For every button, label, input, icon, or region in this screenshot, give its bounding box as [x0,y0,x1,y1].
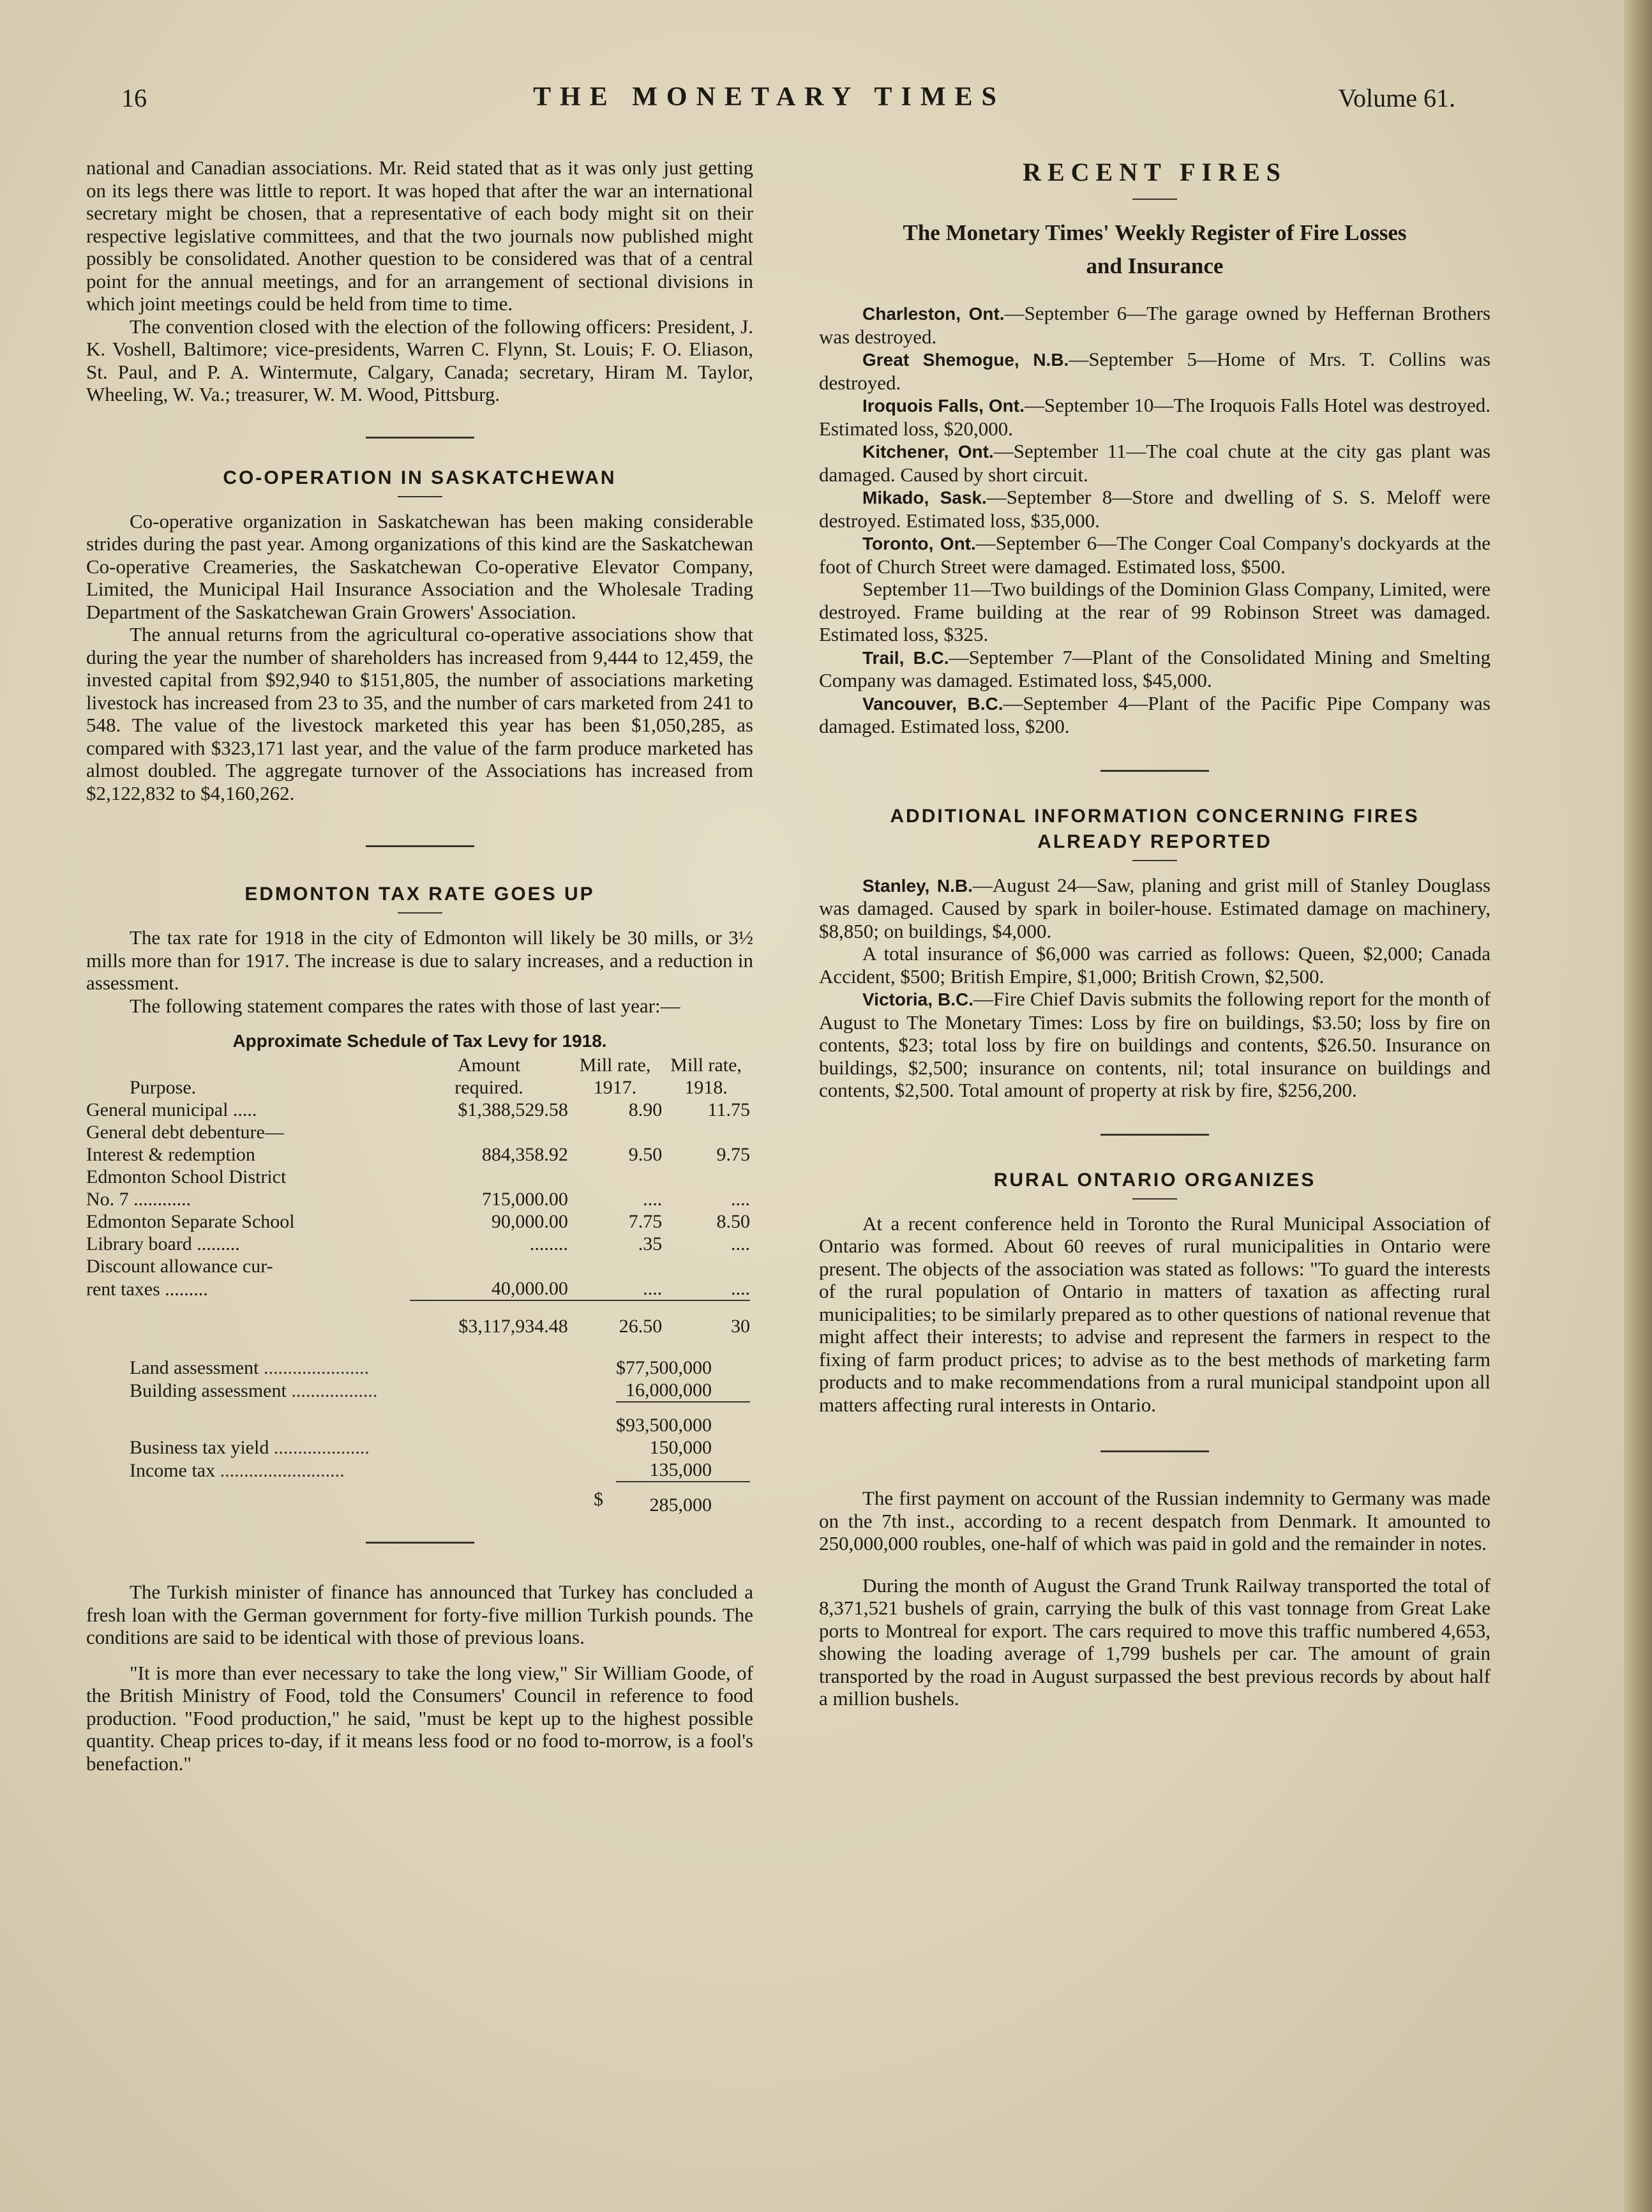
left-column [86,156,753,1775]
row-rate-1917 [568,1255,662,1277]
row-rate-1917 [568,1121,662,1143]
row-label: rent taxes ......... [86,1279,208,1300]
assessment-value: 16,000,000 [626,1380,712,1401]
article-paragraph: The convention closed with the election of the following officers: President, J. K. Voshell, Baltimore; vice-presidents, Warren C. Flynn, St. Louis; F. O. Eliason, St. Paul, and P. A. Wintermute, Calgary, Canada; secretary, Hiram M. Taylor, Wheeling, W. Va.; treasurer, W. M. Wood, Pittsburg. [86,315,753,405]
assessment-label: Land assessment [130,1357,259,1378]
entry-place: Great Shemogue, N.B. [862,350,1069,370]
row-rate-1917: 9.50 [628,1144,663,1165]
article-paragraph: Co-operative organization in Saskatchewan has been making considerable strides during the past year. Among organizations of this kind are the Saskatchewan Co-operative Creameries, the Saskatchewan Co-operative Elevator Company, Limited, the Municipal Hail Insurance Association and the Wholesale Trading Department of the Saskatchewan Grain Growers' Association. [86,509,753,623]
entry-place: Vancouver, B.C. [862,693,1003,714]
entry-place: Toronto, Ont. [862,534,976,553]
section-heading: CO-OPERATION IN SASKATCHEWAN [223,467,617,488]
fire-entry [819,646,1491,692]
entry-place: Stanley, N.B. [862,875,973,896]
row-rate-1918: .... [731,1278,750,1299]
column-header: Mill rate, [670,1055,742,1076]
column-header: Amount [457,1055,521,1076]
row-rate-1917: .... [643,1189,663,1210]
assessment-value: $77,500,000 [616,1357,712,1378]
table-row [86,1166,750,1188]
fire-entry [819,988,1491,1102]
fire-entry [819,440,1491,486]
fire-entry [819,942,1491,988]
row-amount: $1,388,529.58 [458,1099,568,1120]
row-label: General debt debenture— [86,1122,284,1143]
row-amount [410,1166,568,1188]
table-row [86,1188,750,1210]
row-rate-1918: .... [731,1189,750,1210]
total-1917: 26.50 [568,1300,662,1337]
section-heading: EDMONTON TAX RATE GOES UP [244,884,595,905]
additional-entries [819,874,1491,1102]
article-paragraph: At a recent conference held in Toronto the Rural Municipal Association of Ontario was formed. About 60 reeves of rural municipalities in Ontario were present. The objects of the association was stated as follows: "To guard the interests of the rural population of Ontario in matters of taxation as affecting rural municipalities; to be similarly prepared as to other questions of national revenue that might affect their interests; to advise and represent the farmers in respect to the fixing of farm product prices; to advise as to the best methods of marketing farm products and to make recommendations from a rural municipal standpoint upon all matters affecting rural interests in Ontario. [819,1212,1491,1416]
table-row: Business tax yield .................... 150,000 [86,1436,750,1459]
row-rate-1918 [662,1255,750,1277]
row-rate-1918: 9.75 [716,1144,750,1165]
column-header: Mill rate, [579,1055,651,1076]
article-paragraph: The first payment on account of the Russian indemnity to Germany was made on the 7th inst., according to a recent despatch from Denmark. It amounted to 250,000,000 roubles, one-half of which was paid in gold and the remainder in notes. [819,1487,1491,1554]
entry-place: Mikado, Sask. [862,488,987,508]
total-1918: 30 [662,1300,750,1337]
currency-symbol: $ [594,1488,603,1510]
column-header: required. [454,1077,523,1098]
total-amount: $3,117,934.48 [410,1300,568,1337]
table-header-row [86,1076,750,1099]
row-rate-1917: 7.75 [628,1211,663,1232]
assessment-table [86,1357,750,1516]
row-label: Discount allowance cur- [86,1256,273,1277]
section-heading: ALREADY REPORTED [1037,831,1272,852]
fire-entry [819,692,1491,738]
row-rate-1917 [568,1166,662,1188]
article-paragraph: The tax rate for 1918 in the city of Edmonton will likely be 30 mills, or 3½ mills more than for 1917. The increase is due to salary increases, and a reduction in assessment. [86,926,753,994]
row-rate-1917: .... [643,1278,663,1299]
article-paragraph: The following statement compares the rates with those of last year:— [130,994,680,1017]
page-number: 16 [121,84,147,112]
heading-rule [1132,860,1177,861]
table-total-row [86,1402,750,1436]
fire-entry [819,348,1491,394]
table-row [86,1255,750,1277]
page-edge [1624,0,1652,2212]
table-header-row [86,1054,750,1076]
row-label: Edmonton School District [86,1166,287,1187]
table-row [86,1121,750,1143]
entry-text: —September 11—The coal chute at the city gas plant was damaged. Caused by short circuit. [819,440,1491,486]
heading-rule [1132,199,1177,200]
tax-schedule-table [86,1054,750,1337]
page-header [83,83,1455,121]
table-row [86,1233,750,1255]
tax-value: 135,000 [649,1459,712,1480]
entry-text: —September 5—Home of Mrs. T. Collins was destroyed. [819,348,1491,394]
entry-text: —September 7—Plant of the Consolidated Mining and Smelting Company was damaged. Estimated loss, $45,000. [819,645,1491,691]
row-rate-1918: 8.50 [716,1211,750,1232]
entry-text: —September 6—The Conger Coal Company's dockyards at the foot of Church Street were damaged. Estimated loss, $500. [819,532,1491,578]
fires-subtitle: The Monetary Times' Weekly Register of Fire Losses [903,220,1407,245]
entry-text: —September 10—The Iroquois Falls Hotel was destroyed. Estimated loss, $20,000. [819,394,1491,440]
volume-label: Volume 61. [1338,84,1455,112]
entry-text: —Fire Chief Davis submits the following report for the month of August to The Monetary Times: Loss by fire on buildings, $3.50; loss by fire on contents, $23; total loss by fire on buildings and contents, $26.50. Insurance on buildings, $2,500; insurance on contents, nil; total insurance on buildings and contents, $2,500. Total amount of property at risk by fire, $256,200. [819,988,1491,1101]
masthead: THE MONETARY TIMES [533,82,1005,112]
row-rate-1917: 8.90 [628,1099,663,1120]
schedule-title: Approximate Schedule of Tax Levy for 1918. [232,1031,607,1051]
table-total-row [86,1300,750,1337]
section-heading: RURAL ONTARIO ORGANIZES [993,1169,1316,1191]
column-header: 1917. [593,1077,637,1098]
entry-place: Kitchener, Ont. [862,442,994,462]
table-total-row [86,1482,750,1516]
article-paragraph: The annual returns from the agricultural co-operative associations show that during the year the number of shareholders has increased from 9,444 to 12,459, the invested capital from $92,940 to $151,805, the number of associations marketing livestock has increased from 23 to 35, and the number of cars marketed from 241 to 548. The value of the livestock marketed this year has been $1,050,285, as compared with $323,171 last year, and the value of the farm produce marketed has almost doubled. The aggregate turnover of the Associations has increased from $2,122,832 to $4,160,262. [86,623,753,804]
recent-fires-title: RECENT FIRES [1023,158,1287,186]
row-rate-1918: 11.75 [707,1099,750,1120]
fire-entry [819,302,1491,348]
entry-place: Iroquois Falls, Ont. [862,396,1025,416]
fires-subtitle: and Insurance [1086,253,1224,278]
entry-text: —September 4—Plant of the Pacific Pipe Company was damaged. Estimated loss, $200. [819,691,1491,737]
column-header: 1918. [684,1077,728,1098]
table-row: Income tax .......................... 135,000 [86,1459,750,1482]
table-row: Building assessment .................. 16,000,000 [86,1379,750,1402]
row-amount: 884,358.92 [481,1144,568,1165]
article-paragraph: The Turkish minister of finance has announced that Turkey has concluded a fresh loan with the German government for forty-five million Turkish pounds. The conditions are said to be identical with those of previous loans. [86,1581,753,1648]
row-label: No. 7 ............ [86,1189,191,1210]
entry-place: Trail, B.C. [862,647,949,668]
tax-rows [86,1099,750,1300]
fire-entries [819,302,1491,738]
tax-label: Business tax yield [130,1437,269,1458]
row-label: Library board ......... [86,1233,240,1254]
fire-entry [819,394,1491,440]
entry-text: —August 24—Saw, planing and grist mill of Stanley Douglass was damaged. Caused by spark in boiler-house. Estimated damage on machinery, $8,850; on buildings, $4,000. [819,873,1491,942]
heading-rule [398,496,442,497]
assessment-label: Building assessment [130,1380,287,1401]
row-amount [410,1121,568,1143]
row-label: General municipal ..... [86,1099,257,1120]
entry-text: —September 8—Store and dwelling of S. S. Meloff were destroyed. Estimated loss, $35,000. [819,486,1491,532]
table-row [86,1143,750,1166]
table-row [86,1099,750,1121]
article-paragraph: national and Canadian associations. Mr. Reid stated that as it was only just getting on its legs there was little to report. It was hoped that after the war an international secretary might be chosen, that a representative of each body might sit on their respective legislative committees, and that the two journals now published might possibly be consolidated. Another question to be considered was that of a central point for the annual meetings, and for an arrangement of sectional divisions in which joint meetings could be held from time to time. [86,156,753,315]
row-amount: 40,000.00 [491,1278,568,1299]
table-row [86,1277,750,1300]
row-rate-1918: .... [731,1233,750,1254]
fire-entry [819,486,1491,532]
entry-text: —September 6—The garage owned by Heffernan Brothers was destroyed. [819,302,1491,348]
entry-place: Victoria, B.C. [862,989,973,1009]
row-label: Interest & redemption [86,1144,255,1165]
entry-text: September 11—Two buildings of the Dominion Glass Company, Limited, were destroyed. Frame building at the rear of 99 Robinson Street was damaged. Estimated loss, $325. [819,578,1491,645]
column-header: Purpose. [130,1077,197,1098]
table-row: Land assessment ...................... $77,500,000 [86,1357,750,1379]
row-rate-1918 [662,1121,750,1143]
row-amount: ........ [529,1233,568,1254]
assessment-total: $93,500,000 [616,1402,750,1436]
row-rate-1917: .35 [638,1233,663,1254]
right-column [819,156,1491,1710]
article-paragraph: During the month of August the Grand Trunk Railway transported the total of 8,371,521 bushels of grain, carrying the bulk of this vast tonnage from Great Lake ports to Montreal for export. The cars required to move this traffic numbered 4,653, showing the loading average of 1,799 bushels per car. The amount of grain transported by the road in August surpassed the best previous records by about half a million bushels. [819,1574,1491,1710]
tax-label: Income tax [130,1459,216,1481]
entry-text: A total insurance of $6,000 was carried as follows: Queen, $2,000; Canada Accident, $500; British Empire, $1,000; British Crown, $2,500. [819,942,1491,988]
row-amount: 715,000.00 [481,1189,568,1210]
row-amount [410,1255,568,1277]
tax-value: 150,000 [649,1437,712,1458]
section-heading: ADDITIONAL INFORMATION CONCERNING FIRES [890,805,1420,827]
tax-total: 285,000 [616,1482,750,1516]
row-rate-1918 [662,1166,750,1188]
entry-place: Charleston, Ont. [862,304,1005,324]
heading-rule [398,912,442,914]
fire-entry [819,578,1491,646]
row-label: Edmonton Separate School [86,1211,295,1232]
article-paragraph: "It is more than ever necessary to take the long view," Sir William Goode, of the British Ministry of Food, told the Consumers' Council in reference to food production. "Food production," he said, "must be kept up to the highest possible quantity. Cheap prices to-day, if it means less food or no food to-morrow, is a fool's benefaction." [86,1661,753,1775]
fire-entry [819,532,1491,578]
fire-entry [819,874,1491,943]
row-amount: 90,000.00 [491,1211,568,1232]
table-row [86,1210,750,1233]
heading-rule [1132,1198,1177,1200]
